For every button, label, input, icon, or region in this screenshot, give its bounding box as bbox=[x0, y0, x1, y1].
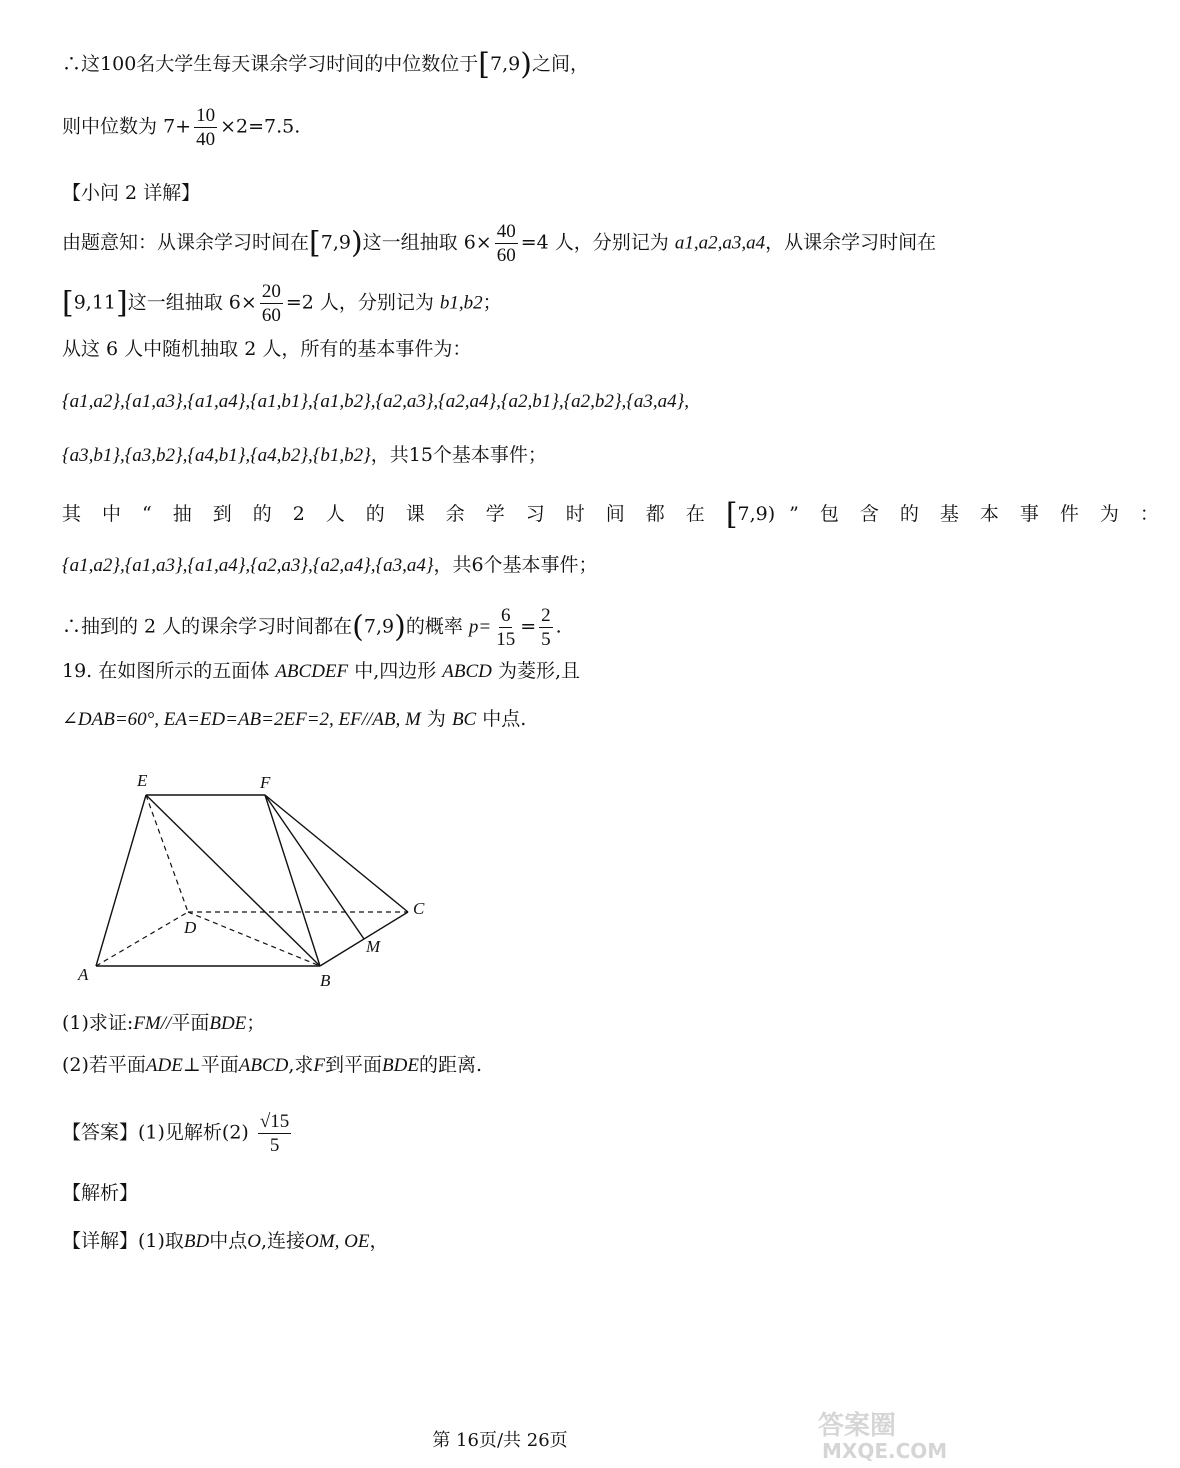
variable-list: a1,a2,a3,a4 bbox=[674, 232, 766, 254]
text-line: ∴这100名大学生每天课余学习时间的中位数位于[7,9)之间， bbox=[62, 47, 589, 82]
text-line: 由题意知：从课余学习时间在[7,9)这一组抽取 6× $\frac{40}{60}$ =4 人，分别记为 a1,a2,a3,a4，从课余学习时间在 bbox=[62, 221, 937, 266]
label-E: E bbox=[137, 771, 148, 790]
interval: 7,9 bbox=[490, 53, 521, 75]
label-A: A bbox=[78, 965, 89, 984]
label-M: M bbox=[366, 937, 381, 956]
watermark-logo bbox=[812, 1404, 982, 1468]
event-list: {a3,b1},{a3,b2},{a4,b1},{a4,b2},{b1,b2} bbox=[62, 445, 371, 466]
subquestion-2: (2)若平面ADE⊥平面ABCD,求F到平面BDE的距离. bbox=[62, 1054, 482, 1076]
interval: 7,9 bbox=[363, 615, 395, 638]
text-segment: 100 bbox=[100, 53, 137, 75]
variable-list: b1,b2 bbox=[439, 292, 483, 314]
question-19: 19. 在如图所示的五面体 ABCDEF 中,四边形 ABCD 为菱形,且 bbox=[62, 660, 580, 682]
page-footer: 第 16页/共 26页 bbox=[432, 1430, 568, 1451]
text-line: 从这 6 人中随机抽取 2 人，所有的基本事件为： bbox=[62, 338, 472, 360]
text-line: 其中“抽到的2人的课余学习时间都在[7,9) ”包含的基本事件为： bbox=[62, 497, 1180, 532]
interval: 7,9 bbox=[320, 231, 351, 254]
interval: 7,9) bbox=[737, 503, 776, 525]
question-19-conditions: ∠DAB=60°, EA=ED=AB=2EF=2, EF//AB, M 为 BC 中点. bbox=[62, 708, 527, 730]
detail-line: 【详解】(1)取BD中点O,连接OM, OE， bbox=[62, 1230, 389, 1252]
fraction: $\frac{√15}{5}$ bbox=[259, 1111, 290, 1156]
math: ×2=7.5. bbox=[220, 115, 301, 138]
subquestion-1: (1)求证:FM//平面BDE； bbox=[62, 1012, 266, 1034]
text-line: [9,11]这一组抽取 6× $\frac{20}{60}$ =2 人，分别记为 b1,b2； bbox=[62, 281, 502, 326]
fraction: $\frac{2}{5}$ bbox=[541, 605, 551, 650]
label-D: D bbox=[184, 918, 197, 937]
text-segment: ∴这 bbox=[62, 53, 101, 75]
analysis-heading: 【解析】 bbox=[62, 1182, 139, 1204]
text-segment: 则中位数为 bbox=[62, 115, 158, 138]
text-line: {a3,b1},{a3,b2},{a4,b1},{a4,b2},{b1,b2}，共15个基本事件； bbox=[62, 444, 547, 466]
section-heading: 【小问 2 详解】 bbox=[62, 182, 201, 204]
answer-line: 【答案】(1)见解析(2) $\frac{√15}{5}$ bbox=[62, 1111, 290, 1156]
fraction: $\frac{40}{60}$ bbox=[496, 221, 516, 266]
fraction: $\frac{10}{40}$ bbox=[196, 105, 216, 150]
text-line bbox=[62, 106, 300, 149]
text-segment: 名大学生每天课余学习时间的中位数位于 bbox=[136, 53, 479, 75]
fraction: $\frac{6}{15}$ bbox=[496, 605, 516, 650]
event-list: {a1,a2},{a1,a3},{a1,a4},{a1,b1},{a1,b2},{a2,a3},{a2,a4},{a2,b1},{a2,b2},{a3,a4}, bbox=[62, 391, 689, 412]
event-list: {a1,a2},{a1,a3},{a1,a4},{a2,a3},{a2,a4},{a3,a4} bbox=[62, 555, 434, 576]
label-F: F bbox=[260, 773, 271, 792]
svg-text:MXQE.COM: MXQE.COM bbox=[822, 1439, 948, 1463]
math: 7+ bbox=[163, 115, 192, 138]
interval: 9,11 bbox=[73, 291, 117, 314]
text-segment: 之间， bbox=[531, 53, 589, 75]
text-line: ∴抽到的 2 人的课余学习时间都在(7,9)的概率 p= $\frac{6}{15}$ = $\frac{2}{5}$ . bbox=[62, 605, 562, 650]
label-B: B bbox=[320, 971, 331, 990]
svg-text:答案圈: 答案圈 bbox=[818, 1411, 897, 1441]
fraction: $\frac{20}{60}$ bbox=[261, 281, 281, 326]
text-line: {a1,a2},{a1,a3},{a1,a4},{a2,a3},{a2,a4},{a3,a4}，共6个基本事件； bbox=[62, 554, 598, 576]
label-C: C bbox=[413, 899, 425, 918]
pentahedron-figure bbox=[70, 768, 450, 998]
